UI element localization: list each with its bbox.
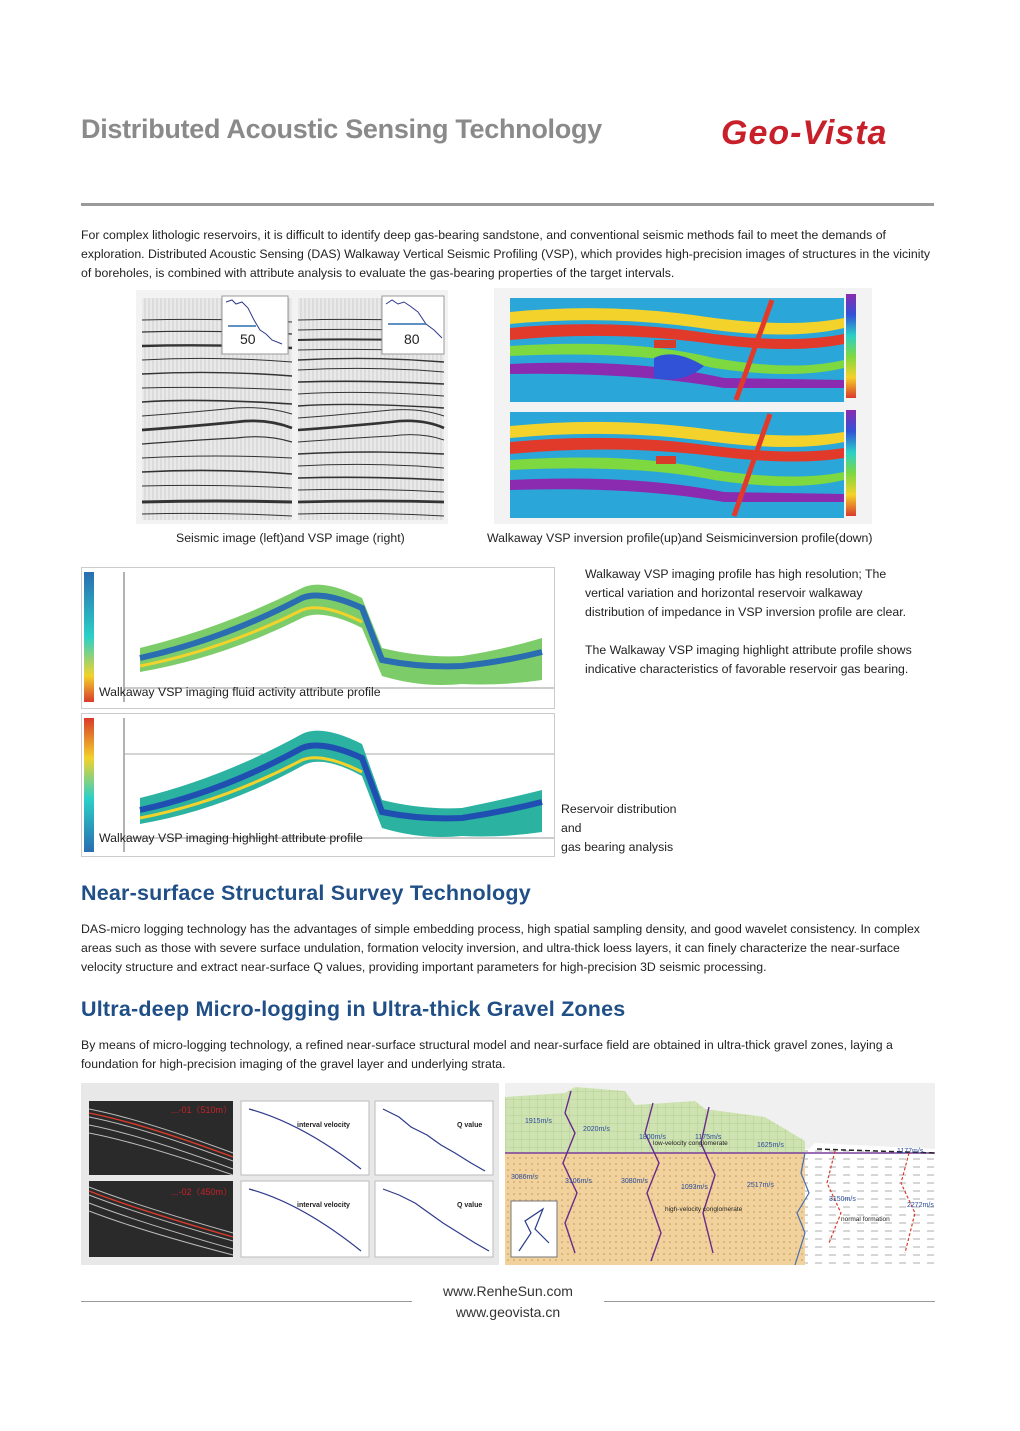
sec-v13: 2272m/s (907, 1202, 934, 1209)
das-intro: For complex lithologic reservoirs, it is difficult to identify deep gas-bearing sandstone, and conventional seismic methods fail to meet the demands of exploration. Distributed Acoustic Sensing (DAS) Walkaway Vertical Seismic Profiling (VSP), which provides high-precision images of structures in the vicinity of boreholes, is combined with attribute analysis to evaluate the gas-bearing properties of the target intervals. (81, 228, 931, 280)
page-title: Distributed Acoustic Sensing Technology (81, 114, 602, 144)
footer-line-left (81, 1301, 412, 1302)
inset-label-80: 80 (404, 331, 420, 347)
side-text-reservoir-line1: Reservoir distribution (561, 802, 677, 816)
micro-logging-figure (81, 1083, 499, 1265)
logo-text: Geo-Vista (721, 114, 888, 152)
near-surface-body: DAS-micro logging technology has the advantages of simple embedding process, high spatial sampling density, and good wavelet consistency. In complex areas such as those with severe surface undulation, formation velocity inversion, and ultra-thick loess layers, it can finely characterize the near-surface velocity structure and extract near-surface Q values, providing important parameters for high-precision 3D seismic processing. (81, 922, 920, 974)
sec-v4: 1175m/s (695, 1134, 722, 1141)
interval-velocity-label-1: interval velocity (297, 1122, 350, 1129)
sec-low-vel: low-velocity conglomerate (653, 1140, 728, 1147)
inset-label-50: 50 (240, 331, 256, 347)
sec-v12: 3150m/s (829, 1196, 856, 1203)
well1-label: ...-01（510m） (171, 1105, 233, 1115)
near-surface-heading: Near-surface Structural Survey Technology (81, 881, 531, 905)
footer-link-geovista[interactable]: www.geovista.cn (455, 1304, 561, 1320)
side-text-resolution: Walkaway VSP imaging profile has high resolution; The vertical variation and horizontal reservoir walkaway distribution of impedance in VSP inversion profile are clear. (585, 567, 907, 619)
sec-normal: normal formation (841, 1216, 890, 1223)
gravel-heading: Ultra-deep Micro-logging in Ultra-thick Gravel Zones (81, 997, 626, 1021)
footer-line-right (604, 1301, 935, 1302)
geo-vista-logo (719, 110, 937, 154)
highlight-attribute-label: Walkaway VSP imaging highlight attribute profile (99, 831, 363, 845)
interval-velocity-label-2: interval velocity (297, 1202, 350, 1209)
sec-v7: 3086m/s (511, 1174, 538, 1181)
sec-v8: 3106m/s (565, 1178, 592, 1185)
sec-v6: 1177m/s (897, 1148, 924, 1155)
sec-v5: 1625m/s (757, 1142, 784, 1149)
sec-v3: 1800m/s (639, 1134, 666, 1141)
sec-v10: 1093m/s (681, 1184, 708, 1191)
side-text-reservoir-line2: and (561, 821, 582, 835)
well2-label: ...-02（450m） (171, 1187, 233, 1197)
inversion-profile-image (494, 288, 872, 524)
near-surface-section (505, 1083, 935, 1265)
sec-v1: 1915m/s (525, 1118, 552, 1125)
q-value-label-1: Q value (457, 1122, 483, 1129)
q-value-label-2: Q value (457, 1202, 483, 1209)
fluid-activity-label: Walkaway VSP imaging fluid activity attribute profile (99, 685, 381, 699)
sec-v11: 2517m/s (747, 1182, 774, 1189)
footer-link-renhesun[interactable]: www.RenheSun.com (443, 1283, 573, 1299)
side-text-reservoir-line3: gas bearing analysis (561, 840, 674, 854)
side-text-reservoir (561, 800, 741, 857)
side-text-gas-bearing: The Walkaway VSP imaging highlight attribute profile shows indicative characteristics of favorable reservoir gas bearing. (585, 643, 912, 676)
sec-high-vel: high-velocity conglomerate (665, 1206, 743, 1213)
fig1-caption: Seismic image (left)and VSP image (right) (176, 531, 405, 545)
gravel-body: By means of micro-logging technology, a refined near-surface structural model and near-surface field are obtained in ultra-thick gravel zones, laying a foundation for high-precision imaging of the gravel layer and underlying strata. (81, 1038, 893, 1071)
header-divider (81, 203, 934, 206)
sec-v2: 2020m/s (583, 1126, 610, 1133)
seismic-vsp-image (136, 290, 448, 524)
fig2-caption: Walkaway VSP inversion profile(up)and Seismicinversion profile(down) (487, 531, 873, 545)
sec-v9: 3080m/s (621, 1178, 648, 1185)
